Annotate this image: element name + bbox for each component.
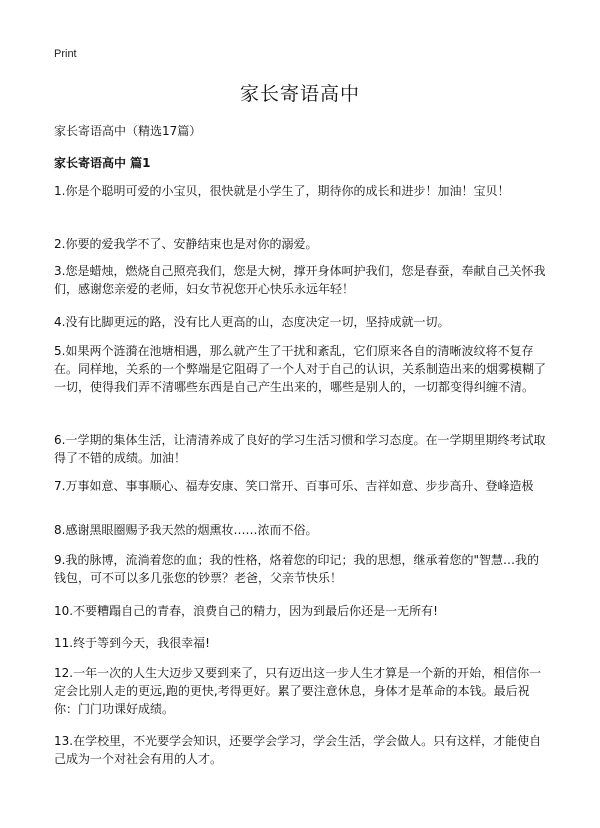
section-heading: 家长寄语高中 篇1 <box>54 156 151 170</box>
list-item: 1.你是个聪明可爱的小宝贝，很快就是小学生了，期待你的成长和进步！加油！宝贝！ <box>54 184 510 198</box>
list-item: 7.万事如意、事事顺心、福寿安康、笑口常开、百事可乐、吉祥如意、步步高升、登峰造极 <box>54 479 534 493</box>
list-item: 8.感谢黑眼圈赐予我天然的烟熏妆……浓而不俗。 <box>54 523 318 537</box>
list-item: 13.在学校里，不光要学会知识，还要学会学习，学会生活，学会做人。只有这样，才能使自己成为一个对社会有用的人才。 <box>54 734 542 766</box>
list-item: 6.一学期的集体生活，让清清养成了良好的学习生活习惯和学习态度。在一学期里期终考试取得了不错的成绩。加油！ <box>54 433 546 465</box>
list-item: 2.你要的爱我学不了、安静结束也是对你的溺爱。 <box>54 237 318 251</box>
document-subtitle: 家长寄语高中（精选17篇） <box>54 124 202 138</box>
list-item: 9.我的脉博，流淌着您的血；我的性格，烙着您的印记；我的思想，继承着您的"智慧…我的钱包，可不可以多几张您的钞票？老爸，父亲节快乐！ <box>54 553 539 585</box>
list-item: 5.如果两个涟漪在池塘相遇，那么就产生了干扰和紊乱，它们原来各自的清晰波纹将不复存在。同样地，关系的一个弊端是它阻碍了一个人对于自己的认识，关系制造出来的烟雾模糊了一切，使得我们弄不清哪些东西是自己产生出来的，哪些是别人的，一切都变得纠缠不清。 <box>54 344 547 394</box>
list-item: 10.不要糟蹋自己的青春，浪费自己的精力，因为到最后你还是一无所有! <box>54 604 438 618</box>
list-item: 11.终于等到今天，我很幸福! <box>54 636 210 650</box>
list-item: 4.没有比脚更远的路，没有比人更高的山，态度决定一切，坚持成就一切。 <box>54 315 450 329</box>
page-title: 家长寄语高中 <box>239 83 360 105</box>
print-label: Print <box>54 48 77 60</box>
list-item: 12.一年一次的人生大迈步又要到来了，只有迈出这一步人生才算是一个新的开始，相信你一定会比别人走的更远,跑的更快,考得更好。累了要注意休息，身体才是革命的本钱。最后祝你：门门功课好成绩。 <box>54 666 542 716</box>
list-item: 3.您是蜡烛，燃烧自己照亮我们，您是大树，撑开身体呵护我们，您是春蚕，奉献自己关怀我们，感谢您亲爱的老师，妇女节祝您开心快乐永远年轻！ <box>54 264 546 296</box>
